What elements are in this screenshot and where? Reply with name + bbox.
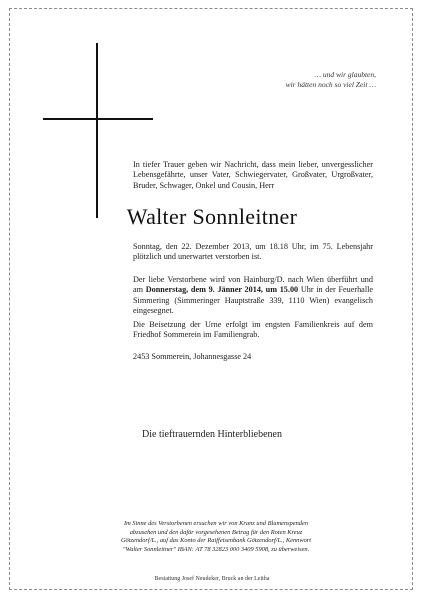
- intro-text: In tiefer Trauer geben wir Nachricht, dass mein lieber, unvergesslicher Lebensgefährte, unser Vater, Schwiegervater, Großvater, Urgroßvater, Bruder, Schwager, Onkel und Cousin, Herr: [133, 160, 373, 190]
- opening-quote: [286, 70, 376, 90]
- donation-line-3: Götzendorf/L., auf das Konto der Raiffeisenbank Götzendorf/L., Kennwort: [120, 537, 312, 545]
- donation-line-4: "Walter Sonnleitner" IBAN: AT 78 32823 000 3409 5908, zu überweisen.: [122, 545, 310, 553]
- ceremony-lead: Der liebe Verstorbene wird von Hainburg/D. nach Wien überführt und am: [133, 275, 373, 295]
- family-address: 2453 Sommerein, Johannesgasse 24: [133, 352, 252, 361]
- donation-request: [105, 520, 327, 554]
- ceremony-date: Donnerstag, dem 9. Jänner 2014, um 15.00: [145, 285, 299, 295]
- deceased-name: Walter Sonnleitner: [126, 204, 298, 229]
- donation-line-1: Im Sinne des Verstorbenen ersuchen wir von Kranz und Blumenspenden: [123, 520, 309, 527]
- quote-line-2: wir hätten noch so viel Zeit …: [285, 80, 376, 89]
- mourners-signature: Die tieftrauernden Hinterbliebenen: [142, 429, 282, 440]
- quote-line-1: … und wir glaubten,: [314, 70, 376, 79]
- donation-line-2: abzusehen und den dafür vorgesehenen Betrag für den Roten Kreuz: [129, 528, 303, 536]
- ceremony-trail: Uhr in der Feuerhalle Simmering (Simmeringer Hauptstraße 339, 1110 Wien) evangelisch eingesegnet.: [133, 285, 373, 316]
- death-notice: Sonntag, den 22. Dezember 2013, um 18.18 Uhr, im 75. Lebensjahr plötzlich und unerwartet verstorben ist.: [133, 242, 373, 262]
- burial-info: Die Beisetzung der Urne erfolgt im engsten Familienkreis auf dem Friedhof Sommerein im Familiengrab.: [133, 320, 373, 340]
- undertaker-footer: Bestattung Josef Neudeker, Bruck an der Leitha: [154, 576, 270, 582]
- ceremony-info: [133, 275, 373, 317]
- cross-vertical-bar: [96, 43, 98, 218]
- cross-horizontal-bar: [43, 118, 153, 120]
